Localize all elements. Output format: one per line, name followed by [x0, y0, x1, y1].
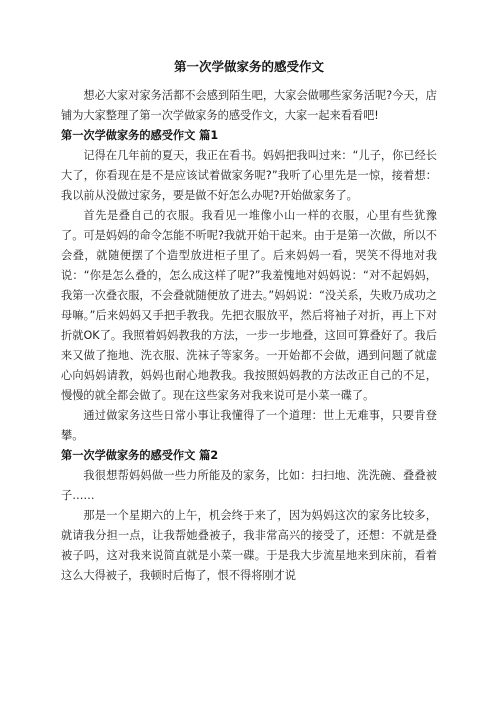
section-heading: 第一次学做家务的感受作文 篇2	[61, 449, 219, 462]
section-1	[61, 126, 437, 446]
intro-paragraph: 想必大家对家务活都不会感到陌生吧，大家会做哪些家务活呢?今天，店铺为大家整理了第一次学做家务的感受作文，大家一起来看看吧!	[61, 89, 437, 122]
section-paragraph: 我很想帮妈妈做一些力所能及的家务，比如：扫扫地、洗洗碗、叠叠被子……	[61, 469, 437, 502]
section-paragraph: 那是一个星期六的上午，机会终于来了，因为妈妈这次的家务比较多，就请我分担一点，让我帮她叠被子，我非常高兴的接受了，还想：不就是叠被子吗，这对我来说简直就是小菜一碟。于是我大步流星地来到床前，看着这么大得被子，我顿时后悔了，恨不得将刚才说	[61, 509, 437, 582]
document-title: 第一次学做家务的感受作文	[173, 59, 324, 74]
section-paragraph: 记得在几年前的夏天，我正在看书。妈妈把我叫过来：“儿子，你已经长大了，你看现在是不是应该试着做家务呢?”我听了心里先是一惊，接着想：我以前从没做过家务，要是做不好怎么办呢?开始做家务了。	[61, 149, 437, 202]
document-page	[61, 58, 437, 586]
section-paragraph: 首先是叠自己的衣服。我看见一堆像小山一样的衣服，心里有些犹豫了。可是妈妈的命令怎能不听呢?我就开始干起来。由于是第一次做，所以不会叠，就随便摆了个造型放进柜子里了。后来妈妈一看，哭笑不得地对我说：“你是怎么叠的，怎么成这样了呢?”我羞愧地对妈妈说：“对不起妈妈，我第一次叠衣服，不会叠就随便放了进去。”妈妈说：“没关系，失败乃成功之母嘛。”后来妈妈又手把手教我。先把衣服放平，然后将袖子对折，再上下对折就OK了。我照着妈妈教我的方法，一步一步地叠，这回可算叠好了。我后来又做了拖地、洗衣服、洗袜子等家务。一开始都不会做，遇到问题了就虚心向妈妈请教，妈妈也耐心地教我。我按照妈妈教的方法改正自己的不足，慢慢的就全都会做了。现在这些家务对我来说可是小菜一碟了。	[61, 209, 437, 402]
section-heading: 第一次学做家务的感受作文 篇1	[61, 129, 219, 142]
section-paragraph: 通过做家务这些日常小事让我懂得了一个道理：世上无难事，只要肯登攀。	[61, 409, 437, 442]
section-2	[61, 446, 437, 586]
